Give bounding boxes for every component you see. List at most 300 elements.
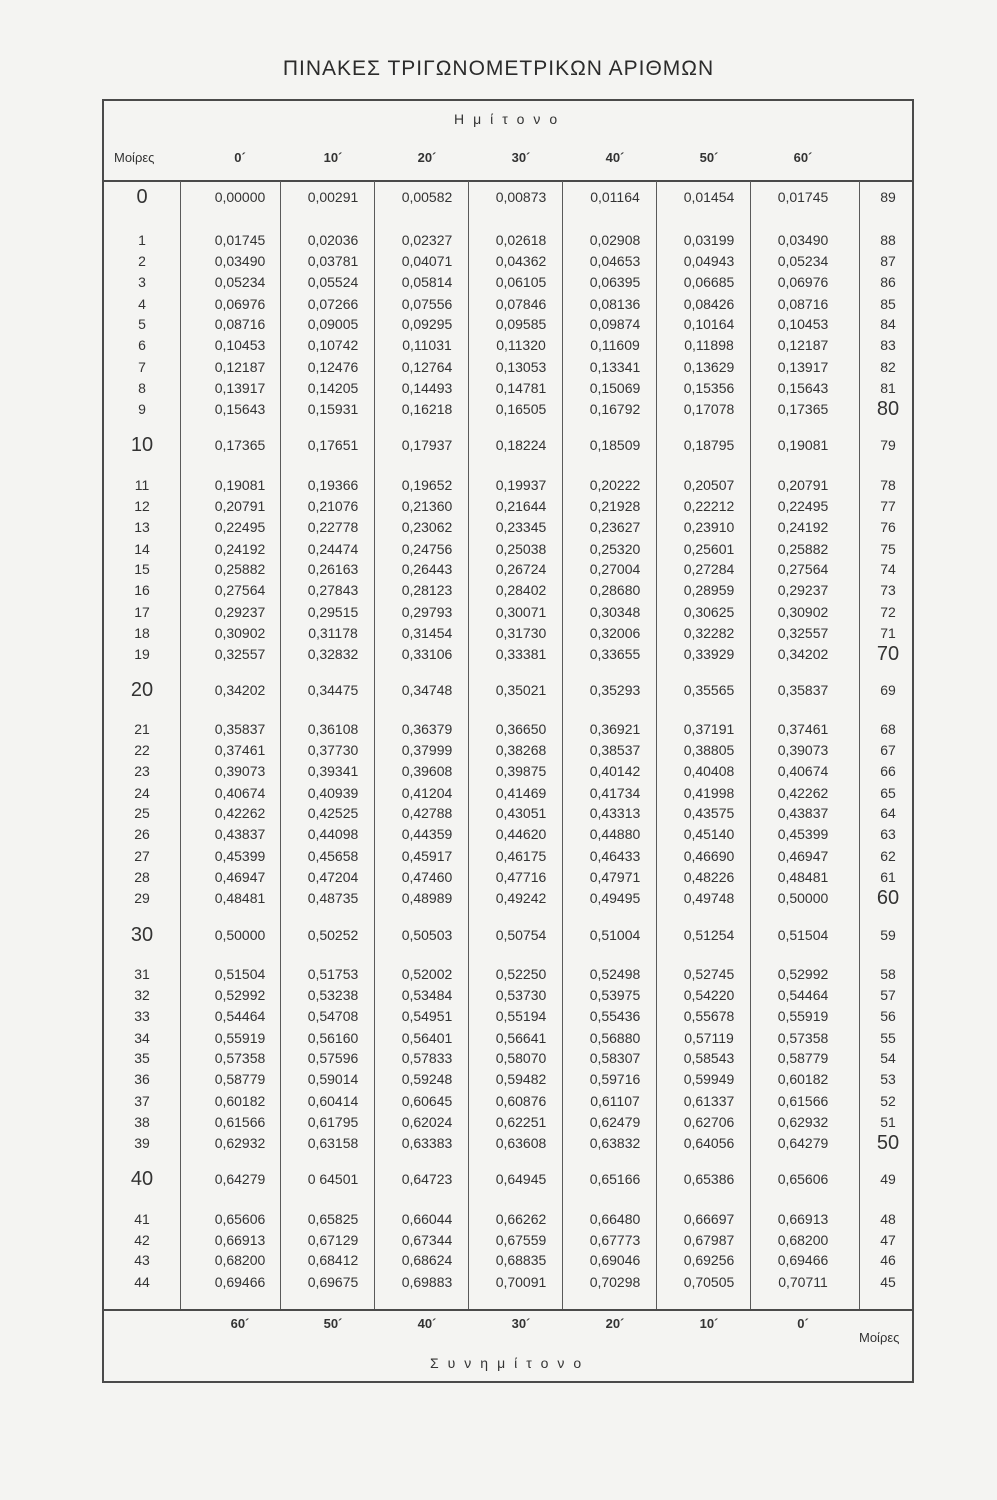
sine-value-cell: 0,62479 xyxy=(589,1113,641,1130)
sine-value-cell: 0,65386 xyxy=(683,1171,735,1187)
sine-value-cell: 0,56401 xyxy=(401,1029,453,1046)
page-title: ΠΙΝΑΚΕΣ ΤΡΙΓΩΝΟΜΕΤΡΙΚΩΝ ΑΡΙΘΜΩΝ xyxy=(282,57,715,80)
sine-value-cell: 0,22212 xyxy=(683,497,735,514)
sine-value-cell: 0,53238 xyxy=(307,986,359,1003)
sine-value-cell: 0,60414 xyxy=(307,1093,359,1109)
sine-value-cell: 0,40408 xyxy=(683,762,735,779)
sine-value-cell: 0,07266 xyxy=(307,295,359,312)
sine-value-cell: 0,64279 xyxy=(214,1171,266,1187)
sine-value-cell: 0,41734 xyxy=(589,784,641,801)
degree-label: 8 xyxy=(138,379,146,396)
sine-value-cell: 0,66262 xyxy=(495,1211,547,1227)
sine-value-cell: 0,50252 xyxy=(307,927,359,943)
sine-value-cell: 0,43575 xyxy=(683,805,735,822)
sine-value-cell: 0,10453 xyxy=(214,337,266,354)
sine-value-cell: 0,03490 xyxy=(214,252,266,269)
degree-label: 4 xyxy=(138,295,146,312)
sine-value-cell: 0,59716 xyxy=(589,1071,641,1088)
complement-degree-label: 74 xyxy=(880,561,896,578)
sine-value-cell: 0,59014 xyxy=(307,1071,359,1088)
sine-value-cell: 0,08426 xyxy=(683,295,735,312)
sine-value-cell: 0,40674 xyxy=(777,762,829,779)
minute-footer: 50´ xyxy=(323,1316,343,1331)
sine-value-cell: 0,15356 xyxy=(683,379,735,396)
sine-value-cell: 0,67129 xyxy=(307,1231,359,1248)
sine-value-cell: 0,58070 xyxy=(495,1050,547,1067)
sine-value-cell: 0,62932 xyxy=(777,1113,829,1130)
sine-value-cell: 0,32557 xyxy=(777,624,829,641)
degree-label: 6 xyxy=(138,337,146,354)
sine-value-cell: 0,22495 xyxy=(214,518,266,535)
complement-degree-label: 54 xyxy=(880,1050,896,1067)
complement-degree-label: 89 xyxy=(880,189,896,205)
sine-value-cell: 0,51504 xyxy=(214,966,266,982)
complement-degree-label: 62 xyxy=(880,848,896,864)
sine-value-cell: 0,69675 xyxy=(307,1274,359,1290)
sine-value-cell: 0,51753 xyxy=(307,966,359,982)
sine-value-cell: 0,28959 xyxy=(683,582,735,599)
sine-value-cell: 0,68835 xyxy=(495,1252,547,1268)
sine-value-cell: 0,70505 xyxy=(683,1274,735,1290)
complement-degree-label: 71 xyxy=(880,624,896,641)
sine-value-cell: 0,61337 xyxy=(683,1093,735,1109)
degree-label: 2 xyxy=(138,252,146,269)
sine-value-cell: 0,46947 xyxy=(214,868,266,885)
sine-value-cell: 0,47971 xyxy=(589,868,641,885)
sine-value-cell: 0,01745 xyxy=(777,189,829,205)
degree-label: 27 xyxy=(134,848,150,864)
complement-degree-label: 58 xyxy=(880,966,896,982)
sine-value-cell: 0,39875 xyxy=(495,762,547,779)
degrees-header-label: Μοίρες xyxy=(114,150,155,165)
complement-degree-label: 83 xyxy=(880,337,896,354)
sine-value-cell: 0,26163 xyxy=(307,561,359,578)
sine-value-cell: 0,57358 xyxy=(214,1050,266,1067)
sine-value-cell: 0,39341 xyxy=(307,762,359,779)
complement-degree-label: 56 xyxy=(880,1007,896,1024)
sine-value-cell: 0,53730 xyxy=(495,986,547,1003)
sine-value-cell: 0,45399 xyxy=(777,826,829,843)
degree-label: 44 xyxy=(134,1274,150,1290)
sine-value-cell: 0,17651 xyxy=(307,437,359,453)
sine-value-cell: 0,47204 xyxy=(307,868,359,885)
sine-value-cell: 0,25882 xyxy=(777,540,829,557)
sine-value-cell: 0,56160 xyxy=(307,1029,359,1046)
sine-value-cell: 0,35837 xyxy=(214,721,266,737)
sine-value-cell: 0,16505 xyxy=(495,400,547,417)
sine-value-cell: 0,21076 xyxy=(307,497,359,514)
sine-value-cell: 0,45140 xyxy=(683,826,735,843)
sine-value-cell: 0,34748 xyxy=(401,682,453,698)
degree-label: 31 xyxy=(134,966,150,982)
sine-value-cell: 0,55436 xyxy=(589,1007,641,1024)
complement-degree-label: 75 xyxy=(880,540,896,557)
complement-degree-label: 65 xyxy=(880,784,896,801)
sine-value-cell: 0,02327 xyxy=(401,232,453,248)
sine-value-cell: 0,24756 xyxy=(401,540,453,557)
sine-value-cell: 0,06976 xyxy=(214,295,266,312)
sine-value-cell: 0,03490 xyxy=(777,232,829,248)
degree-label: 7 xyxy=(138,359,146,375)
sine-value-cell: 0,23062 xyxy=(401,518,453,535)
sine-value-cell: 0,13917 xyxy=(214,379,266,396)
sine-value-cell: 0,45917 xyxy=(401,848,453,864)
sine-value-cell: 0,10742 xyxy=(307,337,359,354)
minute-header: 40´ xyxy=(605,150,625,165)
sine-value-cell: 0,49748 xyxy=(683,889,735,906)
degree-label: 24 xyxy=(134,784,150,801)
minute-footer: 0´ xyxy=(797,1316,809,1331)
sine-value-cell: 0,12476 xyxy=(307,359,359,375)
sine-value-cell: 0,53484 xyxy=(401,986,453,1003)
complement-degree-label: 52 xyxy=(880,1093,896,1109)
degree-label: 21 xyxy=(134,721,150,737)
degree-label: 26 xyxy=(134,826,150,843)
complement-degree-label: 45 xyxy=(880,1274,896,1290)
sine-value-cell: 0,19366 xyxy=(307,477,359,493)
complement-degree-label: 80 xyxy=(876,397,900,420)
degree-label: 12 xyxy=(134,497,150,514)
sine-value-cell: 0,57596 xyxy=(307,1050,359,1067)
sine-value-cell: 0,16792 xyxy=(589,400,641,417)
sine-value-cell: 0,27284 xyxy=(683,561,735,578)
sine-value-cell: 0,29237 xyxy=(777,582,829,599)
sine-value-cell: 0,41998 xyxy=(683,784,735,801)
sine-value-cell: 0,31454 xyxy=(401,624,453,641)
sine-value-cell: 0,52992 xyxy=(777,966,829,982)
complement-degree-label: 84 xyxy=(880,316,896,333)
sine-value-cell: 0,39073 xyxy=(777,741,829,758)
sine-value-cell: 0,42262 xyxy=(777,784,829,801)
sine-value-cell: 0,34202 xyxy=(777,645,829,662)
sine-value-cell: 0,31178 xyxy=(308,624,358,641)
sine-value-cell: 0,69466 xyxy=(777,1252,829,1268)
sine-value-cell: 0,35565 xyxy=(683,682,735,698)
sine-value-cell: 0,43313 xyxy=(589,805,641,822)
degree-label: 35 xyxy=(134,1050,150,1067)
sine-value-cell: 0,70091 xyxy=(495,1274,547,1290)
minute-footer: 20´ xyxy=(605,1316,625,1331)
sine-value-cell: 0,62251 xyxy=(495,1113,547,1130)
sine-value-cell: 0,20791 xyxy=(777,477,829,493)
complement-degree-label: 66 xyxy=(880,762,896,779)
sine-value-cell: 0,13341 xyxy=(589,359,641,375)
sine-value-cell: 0,43837 xyxy=(777,805,829,822)
sine-value-cell: 0,32006 xyxy=(589,624,641,641)
degree-label: 10 xyxy=(130,434,154,456)
sine-value-cell: 0,55678 xyxy=(683,1007,735,1024)
sine-value-cell: 0,61566 xyxy=(214,1113,266,1130)
sine-value-cell: 0,13917 xyxy=(777,359,829,375)
sine-value-cell: 0,57833 xyxy=(401,1050,453,1067)
complement-degree-label: 53 xyxy=(880,1071,896,1088)
complement-degree-label: 67 xyxy=(880,741,896,758)
sine-value-cell: 0,69046 xyxy=(589,1252,641,1268)
sine-value-cell: 0,03781 xyxy=(307,252,359,269)
degree-label: 33 xyxy=(134,1007,150,1024)
sine-value-cell: 0,46947 xyxy=(777,848,829,864)
sine-value-cell: 0,05234 xyxy=(777,252,829,269)
degree-label: 30 xyxy=(130,924,154,946)
sine-value-cell: 0,36379 xyxy=(401,721,453,737)
sine-value-cell: 0,55919 xyxy=(777,1007,829,1024)
sine-value-cell: 0,40939 xyxy=(307,784,359,801)
sine-value-cell: 0,01164 xyxy=(590,189,640,205)
sine-value-cell: 0,50754 xyxy=(495,927,547,943)
complement-degree-label: 82 xyxy=(880,359,896,375)
sine-value-cell: 0,44098 xyxy=(307,826,359,843)
sine-value-cell: 0,61107 xyxy=(590,1093,640,1109)
sine-value-cell: 0,08136 xyxy=(589,295,641,312)
sine-value-cell: 0,52250 xyxy=(495,966,547,982)
minute-footer: 30´ xyxy=(511,1316,531,1331)
sine-value-cell: 0,03199 xyxy=(683,232,735,248)
minute-footer: 10´ xyxy=(699,1316,719,1331)
sine-value-cell: 0,33381 xyxy=(495,645,547,662)
trig-table xyxy=(102,99,914,1383)
degree-label: 28 xyxy=(134,868,150,885)
sine-value-cell: 0,60645 xyxy=(401,1093,453,1109)
sine-value-cell: 0,17365 xyxy=(777,400,829,417)
sine-value-cell: 0,24474 xyxy=(307,540,359,557)
minute-header: 50´ xyxy=(699,150,719,165)
sine-value-cell: 0,50000 xyxy=(777,889,829,906)
complement-degree-label: 77 xyxy=(880,497,896,514)
sine-value-cell: 0,30348 xyxy=(589,604,641,620)
complement-degree-label: 79 xyxy=(880,437,896,453)
sine-value-cell: 0,39073 xyxy=(214,762,266,779)
minute-header: 30´ xyxy=(511,150,531,165)
degree-label: 43 xyxy=(134,1252,150,1268)
complement-degree-label: 57 xyxy=(880,986,896,1003)
sine-value-cell: 0,06105 xyxy=(495,273,547,290)
sine-value-cell: 0,67559 xyxy=(495,1231,547,1248)
sine-value-cell: 0,49242 xyxy=(495,889,547,906)
sine-value-cell: 0,24192 xyxy=(777,518,829,535)
degree-label: 0 xyxy=(136,186,148,208)
sine-value-cell: 0,59482 xyxy=(495,1071,547,1088)
cosine-footer: Συνημίτονο xyxy=(430,1355,591,1371)
sine-value-cell: 0,57119 xyxy=(684,1029,734,1046)
sine-value-cell: 0,27843 xyxy=(307,582,359,599)
sine-value-cell: 0,41204 xyxy=(401,784,453,801)
sine-value-cell: 0,10453 xyxy=(777,316,829,333)
sine-value-cell: 0,46690 xyxy=(683,848,735,864)
sine-value-cell: 0,63383 xyxy=(401,1134,453,1151)
degree-label: 15 xyxy=(134,561,150,578)
sine-value-cell: 0,12187 xyxy=(214,359,266,375)
complement-degree-label: 87 xyxy=(880,252,896,269)
sine-value-cell: 0,02618 xyxy=(495,232,547,248)
sine-value-cell: 0,56880 xyxy=(589,1029,641,1046)
minute-header: 20´ xyxy=(417,150,437,165)
sine-value-cell: 0,18795 xyxy=(683,437,735,453)
sine-value-cell: 0,22778 xyxy=(307,518,359,535)
sine-value-cell: 0,65606 xyxy=(214,1211,266,1227)
sine-value-cell: 0,11031 xyxy=(402,337,452,354)
sine-value-cell: 0,22495 xyxy=(777,497,829,514)
complement-degree-label: 49 xyxy=(880,1171,896,1187)
sine-value-cell: 0,30071 xyxy=(495,604,547,620)
sine-value-cell: 0,46433 xyxy=(589,848,641,864)
sine-value-cell: 0,42525 xyxy=(307,805,359,822)
sine-value-cell: 0,65606 xyxy=(777,1171,829,1187)
sine-value-cell: 0,68200 xyxy=(214,1252,266,1268)
sine-value-cell: 0,41469 xyxy=(495,784,547,801)
sine-value-cell: 0,58779 xyxy=(214,1071,266,1088)
degree-label: 42 xyxy=(134,1231,150,1248)
sine-value-cell: 0,14205 xyxy=(307,379,359,396)
complement-degree-label: 60 xyxy=(876,886,900,909)
sine-value-cell: 0,26443 xyxy=(401,561,453,578)
degree-label: 16 xyxy=(134,582,150,599)
sine-value-cell: 0,65166 xyxy=(589,1171,641,1187)
sine-value-cell: 0 64501 xyxy=(307,1171,359,1187)
sine-value-cell: 0,10164 xyxy=(683,316,735,333)
complement-degree-label: 51 xyxy=(880,1113,896,1130)
sine-value-cell: 0,19081 xyxy=(214,477,266,493)
sine-value-cell: 0,19937 xyxy=(495,477,547,493)
minute-footer: 60´ xyxy=(230,1316,250,1331)
sine-value-cell: 0,44880 xyxy=(589,826,641,843)
sine-value-cell: 0,25601 xyxy=(683,540,735,557)
complement-degree-label: 46 xyxy=(880,1252,896,1268)
sine-value-cell: 0,63832 xyxy=(589,1134,641,1151)
sine-value-cell: 0,21928 xyxy=(589,497,641,514)
sine-value-cell: 0,15931 xyxy=(307,400,359,417)
sine-value-cell: 0,66697 xyxy=(683,1211,735,1227)
sine-value-cell: 0,23627 xyxy=(589,518,641,535)
sine-value-cell: 0,59949 xyxy=(683,1071,735,1088)
sine-value-cell: 0,17078 xyxy=(683,400,735,417)
sine-value-cell: 0,33655 xyxy=(589,645,641,662)
degree-label: 41 xyxy=(134,1211,150,1227)
sine-value-cell: 0,14493 xyxy=(401,379,453,396)
sine-value-cell: 0,42262 xyxy=(214,805,266,822)
complement-degree-label: 76 xyxy=(880,518,896,535)
sine-value-cell: 0,21360 xyxy=(401,497,453,514)
degree-label: 23 xyxy=(134,762,150,779)
sine-value-cell: 0,29237 xyxy=(214,604,266,620)
sine-value-cell: 0,35837 xyxy=(777,682,829,698)
sine-value-cell: 0,55194 xyxy=(495,1007,547,1024)
sine-value-cell: 0,05814 xyxy=(401,273,453,290)
sine-value-cell: 0,68624 xyxy=(401,1252,453,1268)
degree-label: 14 xyxy=(134,540,150,557)
sine-value-cell: 0,45658 xyxy=(307,848,359,864)
complement-degree-label: 88 xyxy=(880,232,896,248)
complement-degree-label: 85 xyxy=(880,295,896,312)
sine-value-cell: 0,11609 xyxy=(590,337,640,354)
sine-value-cell: 0,70298 xyxy=(589,1274,641,1290)
sine-value-cell: 0,46175 xyxy=(495,848,547,864)
sine-value-cell: 0,33929 xyxy=(683,645,735,662)
complement-degree-label: 69 xyxy=(880,682,896,698)
sine-value-cell: 0,30625 xyxy=(683,604,735,620)
complement-degree-label: 78 xyxy=(880,477,896,493)
sine-value-cell: 0,30902 xyxy=(777,604,829,620)
sine-value-cell: 0,04653 xyxy=(589,252,641,269)
sine-value-cell: 0,68200 xyxy=(777,1231,829,1248)
sine-value-cell: 0,60876 xyxy=(495,1093,547,1109)
sine-value-cell: 0,25882 xyxy=(214,561,266,578)
sine-value-cell: 0,25038 xyxy=(495,540,547,557)
sine-value-cell: 0,63608 xyxy=(495,1134,547,1151)
header-divider xyxy=(104,180,912,182)
sine-value-cell: 0,66044 xyxy=(401,1211,453,1227)
sine-value-cell: 0,67987 xyxy=(683,1231,735,1248)
sine-value-cell: 0,54951 xyxy=(401,1007,453,1024)
sine-value-cell: 0,49495 xyxy=(589,889,641,906)
sine-header: Ημίτονο xyxy=(454,111,567,127)
sine-value-cell: 0,09874 xyxy=(589,316,641,333)
sine-value-cell: 0,54464 xyxy=(214,1007,266,1024)
sine-value-cell: 0,66913 xyxy=(214,1231,266,1248)
degree-label: 1 xyxy=(138,232,146,248)
complement-degree-label: 63 xyxy=(880,826,896,843)
sine-value-cell: 0,67344 xyxy=(401,1231,453,1248)
complement-degree-label: 61 xyxy=(880,868,896,885)
sine-value-cell: 0,23910 xyxy=(683,518,735,535)
sine-value-cell: 0,12187 xyxy=(777,337,829,354)
sine-value-cell: 0,09585 xyxy=(495,316,547,333)
sine-value-cell: 0,52745 xyxy=(683,966,735,982)
sine-value-cell: 0,07846 xyxy=(495,295,547,312)
sine-value-cell: 0,11898 xyxy=(684,337,734,354)
sine-value-cell: 0,31730 xyxy=(495,624,547,641)
sine-value-cell: 0,35293 xyxy=(589,682,641,698)
sine-value-cell: 0,54464 xyxy=(777,986,829,1003)
degree-label: 3 xyxy=(138,273,146,290)
complement-degree-label: 81 xyxy=(880,379,896,396)
sine-value-cell: 0,48226 xyxy=(683,868,735,885)
sine-value-cell: 0,25320 xyxy=(589,540,641,557)
sine-value-cell: 0,06395 xyxy=(589,273,641,290)
sine-value-cell: 0,34202 xyxy=(214,682,266,698)
sine-value-cell: 0,48481 xyxy=(777,868,829,885)
complement-degree-label: 70 xyxy=(876,642,900,665)
sine-value-cell: 0,60182 xyxy=(777,1071,829,1088)
sine-value-cell: 0,18224 xyxy=(495,437,547,453)
degree-label: 39 xyxy=(134,1134,150,1151)
sine-value-cell: 0,43051 xyxy=(495,805,547,822)
sine-value-cell: 0,65825 xyxy=(307,1211,359,1227)
sine-value-cell: 0,11320 xyxy=(496,337,546,354)
sine-value-cell: 0,40674 xyxy=(214,784,266,801)
sine-value-cell: 0,66480 xyxy=(589,1211,641,1227)
degree-label: 40 xyxy=(130,1168,154,1190)
sine-value-cell: 0,05524 xyxy=(307,273,359,290)
sine-value-cell: 0,64945 xyxy=(495,1171,547,1187)
sine-value-cell: 0,64056 xyxy=(683,1134,735,1151)
degree-label: 18 xyxy=(134,624,150,641)
sine-value-cell: 0,15069 xyxy=(589,379,641,396)
sine-value-cell: 0,04362 xyxy=(495,252,547,269)
sine-value-cell: 0,63158 xyxy=(307,1134,359,1151)
sine-value-cell: 0,15643 xyxy=(777,379,829,396)
sine-value-cell: 0,36650 xyxy=(495,721,547,737)
sine-value-cell: 0,68412 xyxy=(307,1252,359,1268)
sine-value-cell: 0,08716 xyxy=(777,295,829,312)
sine-value-cell: 0,57358 xyxy=(777,1029,829,1046)
sine-value-cell: 0,02908 xyxy=(589,232,641,248)
sine-value-cell: 0,69466 xyxy=(214,1274,266,1290)
sine-value-cell: 0,24192 xyxy=(214,540,266,557)
sine-value-cell: 0,69883 xyxy=(401,1274,453,1290)
minute-header: 60´ xyxy=(793,150,813,165)
sine-value-cell: 0,44620 xyxy=(495,826,547,843)
degree-label: 36 xyxy=(134,1071,150,1088)
